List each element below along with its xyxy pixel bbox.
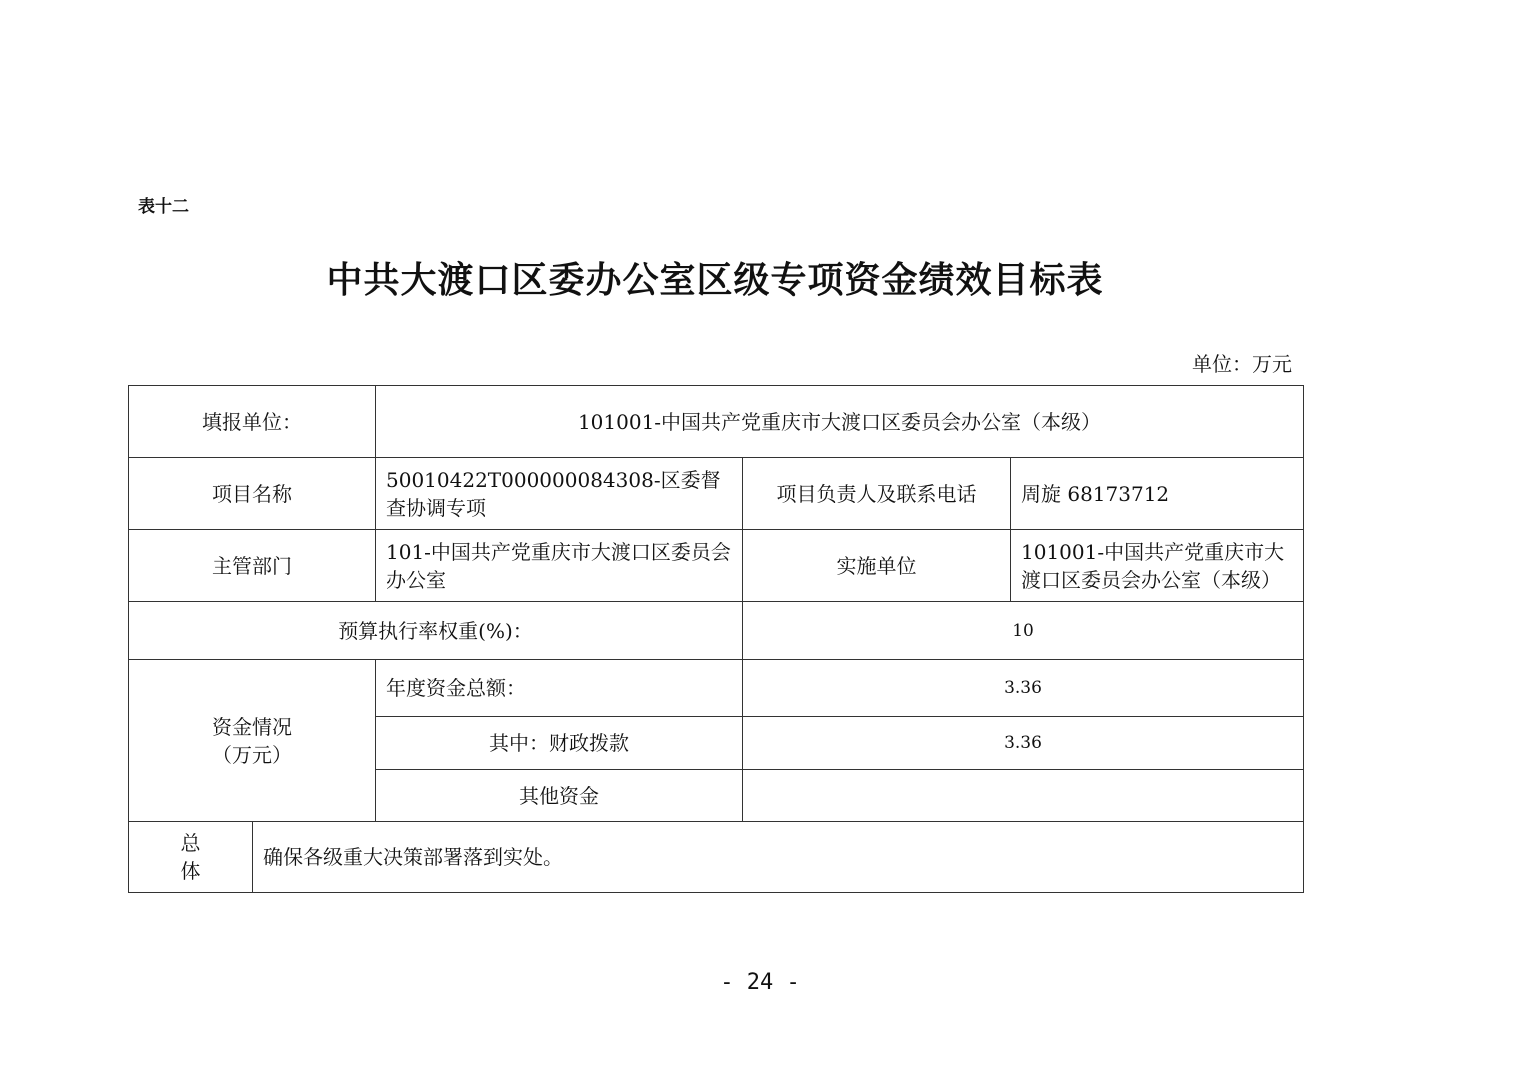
table-row (129, 822, 1304, 893)
funds-label-line2: （万元） (212, 742, 292, 767)
page-number: - 24 - (720, 970, 800, 995)
unit-note: 单位：万元 (1192, 352, 1292, 376)
budget-rate-value: 10 (743, 602, 1304, 660)
performance-goal-table (128, 385, 1304, 893)
overall-goal-value: 确保各级重大决策部署落到实处。 (253, 822, 1304, 893)
table-row (129, 386, 1304, 458)
reporting-unit-label: 填报单位： (129, 386, 376, 458)
implementing-unit-value: 101001-中国共产党重庆市大渡口区委员会办公室（本级） (1011, 530, 1304, 602)
budget-rate-label: 预算执行率权重(%)： (129, 602, 743, 660)
annual-total-label: 年度资金总额： (376, 660, 743, 717)
fiscal-value: 3.36 (743, 717, 1304, 770)
document-title: 中共大渡口区委办公室区级专项资金绩效目标表 (326, 259, 1104, 301)
reporting-unit-value: 101001-中国共产党重庆市大渡口区委员会办公室（本级） (376, 386, 1304, 458)
annual-total-value: 3.36 (743, 660, 1304, 717)
funds-label-line1: 资金情况 (212, 714, 292, 739)
table-row (129, 530, 1304, 602)
overall-label-char2: 体 (180, 859, 201, 883)
overall-goal-label (129, 822, 253, 893)
table-row (129, 458, 1304, 530)
project-lead-value: 周旋 68173712 (1011, 458, 1304, 530)
project-lead-label: 项目负责人及联系电话 (743, 458, 1011, 530)
table-row (129, 602, 1304, 660)
table-row (129, 660, 1304, 717)
funds-label (129, 660, 376, 822)
overall-label-char1: 总 (180, 831, 201, 855)
other-funds-value (743, 770, 1304, 822)
project-name-label: 项目名称 (129, 458, 376, 530)
competent-dept-label: 主管部门 (129, 530, 376, 602)
project-name-value: 50010422T000000084308-区委督查协调专项 (376, 458, 743, 530)
competent-dept-value: 101-中国共产党重庆市大渡口区委员会办公室 (376, 530, 743, 602)
implementing-unit-label: 实施单位 (743, 530, 1011, 602)
fiscal-label: 其中：财政拨款 (376, 717, 743, 770)
table-label: 表十二 (138, 197, 189, 217)
other-funds-label: 其他资金 (376, 770, 743, 822)
